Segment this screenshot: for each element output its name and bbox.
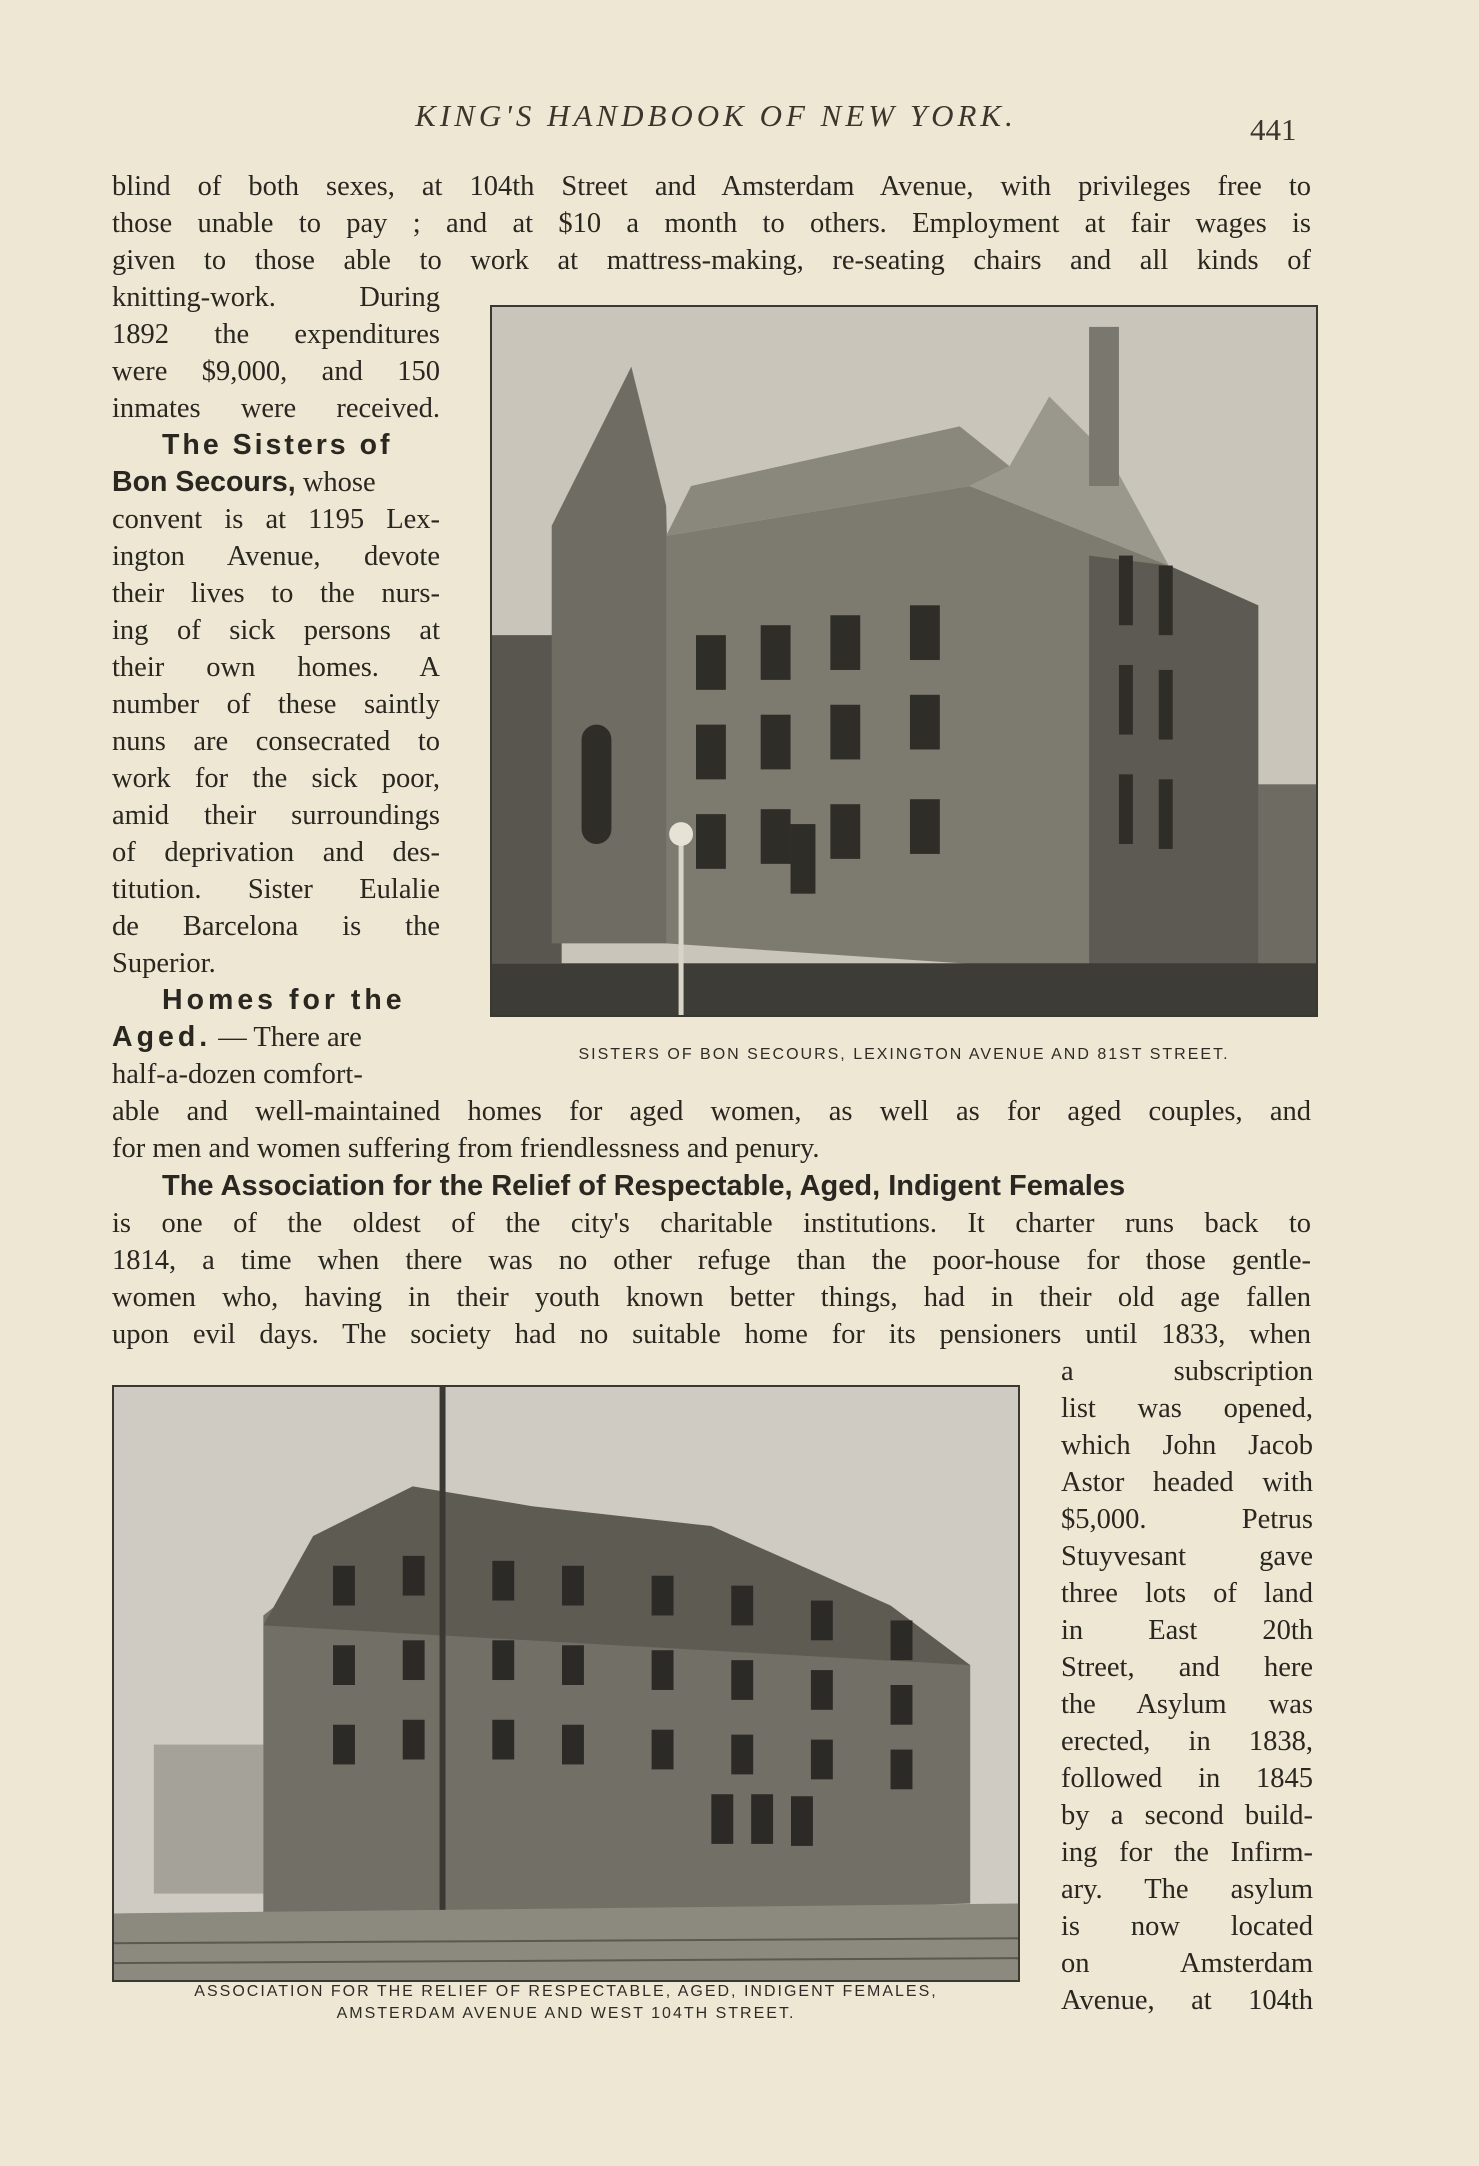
body-line: a subscription <box>1061 1356 1313 1387</box>
section-heading-homes-for-aged: Homes for the <box>162 984 406 1016</box>
body-line: followed in 1845 <box>1061 1763 1313 1794</box>
body-line: convent is at 1195 Lex- <box>112 504 440 535</box>
body-line: Astor headed with <box>1061 1467 1313 1498</box>
body-line: $5,000. Petrus <box>1061 1504 1313 1535</box>
body-line: able and well-maintained homes for aged women, as well as for aged couples, and <box>112 1096 1311 1127</box>
body-line: those unable to pay ; and at $10 a month to others. Employment at fair wages is <box>112 208 1311 239</box>
body-line: work for the sick poor, <box>112 763 440 794</box>
section-heading-bon-secours: The Sisters of <box>162 429 393 461</box>
body-line: Avenue, at 104th <box>1061 1985 1313 2016</box>
body-line: ington Avenue, devote <box>112 541 440 572</box>
body-line: knitting-work. During <box>112 282 440 313</box>
text-run: — There are <box>211 1022 362 1053</box>
body-line: given to those able to work at mattress-making, re-seating chairs and all kinds of <box>112 245 1311 276</box>
body-line: Stuyvesant gave <box>1061 1541 1313 1572</box>
body-line: upon evil days. The society had no suitable home for its pensioners until 1833, when <box>112 1319 1311 1350</box>
body-line: erected, in 1838, <box>1061 1726 1313 1757</box>
body-line: the Asylum was <box>1061 1689 1313 1720</box>
bold-run: Bon Secours, <box>112 466 296 498</box>
body-line: which John Jacob <box>1061 1430 1313 1461</box>
body-line: women who, having in their youth known better things, had in their old age fallen <box>112 1282 1311 1313</box>
body-line: nuns are consecrated to <box>112 726 440 757</box>
body-line: half-a-dozen comfort- <box>112 1059 363 1090</box>
body-line <box>112 1019 440 1056</box>
section-heading-association: The Association for the Relief of Respectable, Aged, Indigent Females <box>162 1170 1126 1202</box>
text-run: whose <box>295 467 376 498</box>
bold-run: Aged. <box>112 1021 212 1053</box>
body-line: their lives to the nurs- <box>112 578 440 609</box>
body-line: 1892 the expenditures <box>112 319 440 350</box>
body-line: for men and women suffering from friendlessness and penury. <box>112 1133 820 1164</box>
body-line: were $9,000, and 150 <box>112 356 440 387</box>
figure-caption-line-2: AMSTERDAM AVENUE AND WEST 104TH STREET. <box>336 2005 796 2022</box>
body-line: number of these saintly <box>112 689 440 720</box>
body-line: ing of sick persons at <box>112 615 440 646</box>
body-line: by a second build- <box>1061 1800 1313 1831</box>
body-line: ing for the Infirm- <box>1061 1837 1313 1868</box>
running-header: KING'S HANDBOOK OF NEW YORK. <box>415 98 1017 133</box>
body-line: Superior. <box>112 948 216 979</box>
photo-sisters-of-bon-secours <box>490 305 1318 1017</box>
body-line: 1814, a time when there was no other refuge than the poor-house for those gentle- <box>112 1245 1311 1276</box>
body-line: de Barcelona is the <box>112 911 440 942</box>
body-line <box>112 464 440 501</box>
body-line: in East 20th <box>1061 1615 1313 1646</box>
body-line: titution. Sister Eulalie <box>112 874 440 905</box>
figure-caption-line-1: ASSOCIATION FOR THE RELIEF OF RESPECTABLE, AGED, INDIGENT FEMALES, <box>194 1983 938 2000</box>
body-line: is now located <box>1061 1911 1313 1942</box>
figure-caption: SISTERS OF BON SECOURS, LEXINGTON AVENUE AND 81ST STREET. <box>578 1046 1230 1063</box>
body-line: of deprivation and des- <box>112 837 440 868</box>
body-line: three lots of land <box>1061 1578 1313 1609</box>
body-line: blind of both sexes, at 104th Street and Amsterdam Avenue, with privileges free to <box>112 171 1311 202</box>
page-number: 441 <box>1250 112 1297 147</box>
body-line: their own homes. A <box>112 652 440 683</box>
body-line: is one of the oldest of the city's charitable institutions. It charter runs back to <box>112 1208 1311 1239</box>
body-line: Street, and here <box>1061 1652 1313 1683</box>
body-line: ary. The asylum <box>1061 1874 1313 1905</box>
body-line: list was opened, <box>1061 1393 1313 1424</box>
body-line: inmates were received. <box>112 393 440 424</box>
body-line: amid their surroundings <box>112 800 440 831</box>
body-line: on Amsterdam <box>1061 1948 1313 1979</box>
photo-association-relief-aged-females <box>112 1385 1020 1982</box>
